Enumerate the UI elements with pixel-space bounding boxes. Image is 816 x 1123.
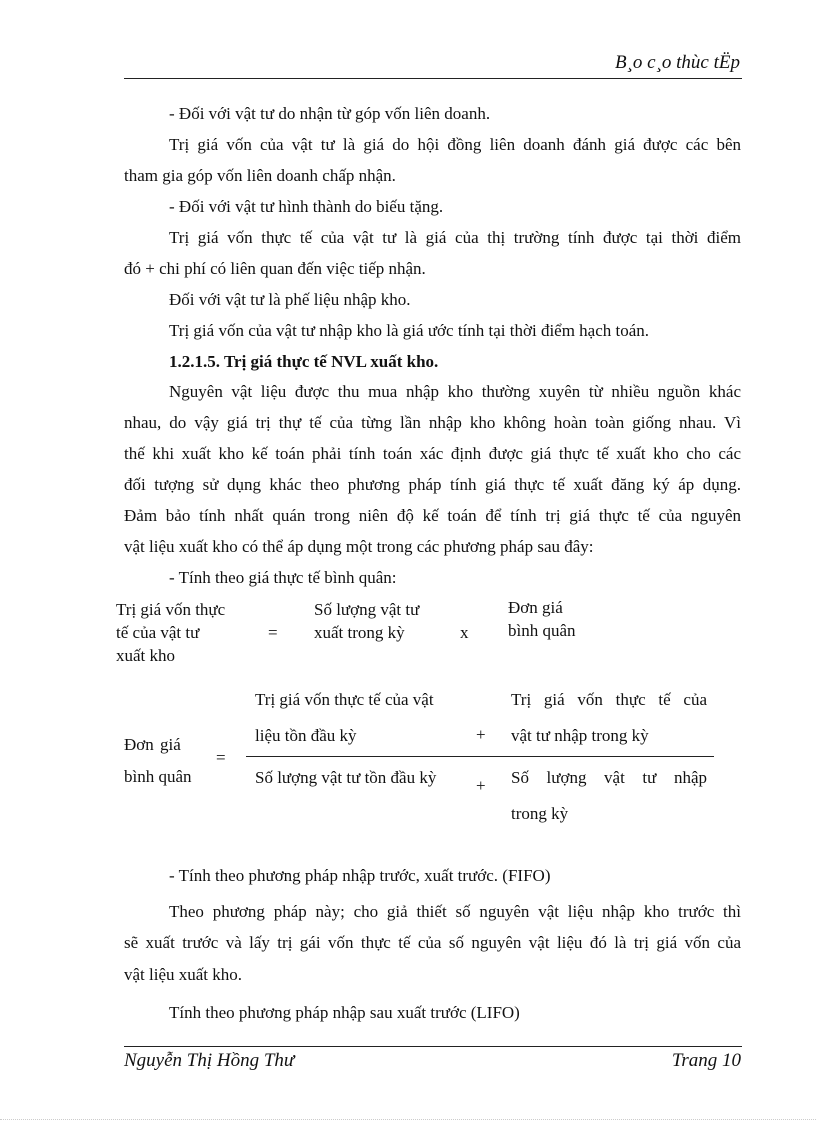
body-line: vật liệu xuất kho có thể áp dụng một trong các phương pháp sau đây:	[124, 537, 594, 556]
formula2-denominator-right-line: Số lượng vật tư nhập	[511, 768, 707, 787]
body-line: - Tính theo giá thực tế bình quân:	[169, 568, 397, 587]
body-line: sẽ xuất trước và lấy trị gái vốn thực tế của số nguyên vật liệu đó là trị giá vốn của	[124, 933, 741, 952]
section-heading: 1.2.1.5. Trị giá thực tế NVL xuất kho.	[169, 352, 439, 371]
body-line: - Đối với vật tư hình thành do biếu tặng.	[169, 197, 444, 216]
formula1-lhs-line: tế của vật tư	[116, 623, 200, 642]
body-line: vật liệu xuất kho.	[124, 965, 243, 984]
page-header-title: B¸o c¸o thùc tËp	[614, 52, 740, 73]
body-line: Nguyên vật liệu được thu mua nhập kho thường xuyên từ nhiều nguồn khác	[169, 382, 741, 401]
formula1-term1-line: Số lượng vật tư	[314, 600, 420, 619]
formula2-numerator-left-line: liệu tồn đầu kỳ	[255, 726, 357, 745]
body-line: Theo phương pháp này; cho giả thiết số nguyên vật liệu nhập kho trước thì	[169, 902, 741, 921]
body-line: Trị giá vốn của vật tư là giá do hội đồng liên doanh đánh giá được các bên	[169, 135, 741, 154]
formula2-denominator-right-line: trong kỳ	[511, 804, 569, 823]
formula2-numerator-right-line: vật tư nhập trong kỳ	[511, 726, 649, 745]
header-rule	[124, 78, 742, 79]
body-line: đó + chi phí có liên quan đến việc tiếp nhận.	[124, 259, 426, 278]
formula2-lhs-line: Đơn giá	[124, 735, 181, 754]
page-edge	[0, 1119, 816, 1120]
body-line: tham gia góp vốn liên doanh chấp nhận.	[124, 166, 396, 185]
formula1-lhs-line: Trị giá vốn thực	[116, 600, 226, 619]
body-line: Đối với vật tư là phế liệu nhập kho.	[169, 290, 411, 309]
footer-author: Nguyễn Thị Hồng Thư	[124, 1050, 295, 1071]
formula1-equals: =	[268, 623, 278, 642]
fraction-bar	[246, 756, 714, 757]
formula2-equals: =	[216, 748, 226, 767]
formula2-numerator-right-line: Trị giá vốn thực tế của	[511, 690, 707, 709]
body-line: - Tính theo phương pháp nhập trước, xuất trước. (FIFO)	[169, 866, 551, 885]
formula1-lhs-line: xuất kho	[116, 646, 176, 665]
formula1-term2-line: Đơn giá	[508, 598, 563, 617]
formula2-numerator-plus: +	[476, 725, 486, 744]
body-line: nhau, do vậy giá trị thự tế của từng lần nhập kho không hoàn toàn giống nhau. Vì	[124, 413, 741, 432]
body-line: Tính theo phương pháp nhập sau xuất trước (LIFO)	[169, 1003, 520, 1022]
formula2-denominator-left: Số lượng vật tư tồn đầu kỳ	[255, 768, 437, 787]
body-line: Trị giá vốn thực tế của vật tư là giá của thị trường tính được tại thời điểm	[169, 228, 741, 247]
body-line: thế khi xuất kho kế toán phải tính toán xác định được giá thực tế xuất kho cho các	[124, 444, 741, 463]
formula2-numerator-left-line: Trị giá vốn thực tế của vật	[255, 690, 434, 709]
footer-page-number: Trang 10	[671, 1050, 741, 1071]
body-line: Đảm bảo tính nhất quán trong niên độ kế toán để tính trị giá thực tế của nguyên	[124, 506, 741, 525]
formula1-term1-line: xuất trong kỳ	[314, 623, 405, 642]
body-line: Trị giá vốn của vật tư nhập kho là giá ước tính tại thời điểm hạch toán.	[169, 321, 650, 340]
body-line: - Đối với vật tư do nhận từ góp vốn liên doanh.	[169, 104, 491, 123]
formula1-term2-line: bình quân	[508, 621, 576, 640]
formula2-lhs-line: bình quân	[124, 767, 192, 786]
footer-rule	[124, 1046, 742, 1047]
body-line: đối tượng sử dụng khác theo phương pháp tính giá thực tế xuất đăng ký áp dụng.	[124, 475, 741, 494]
formula2-denominator-plus: +	[476, 776, 486, 795]
formula1-times: x	[460, 623, 469, 642]
